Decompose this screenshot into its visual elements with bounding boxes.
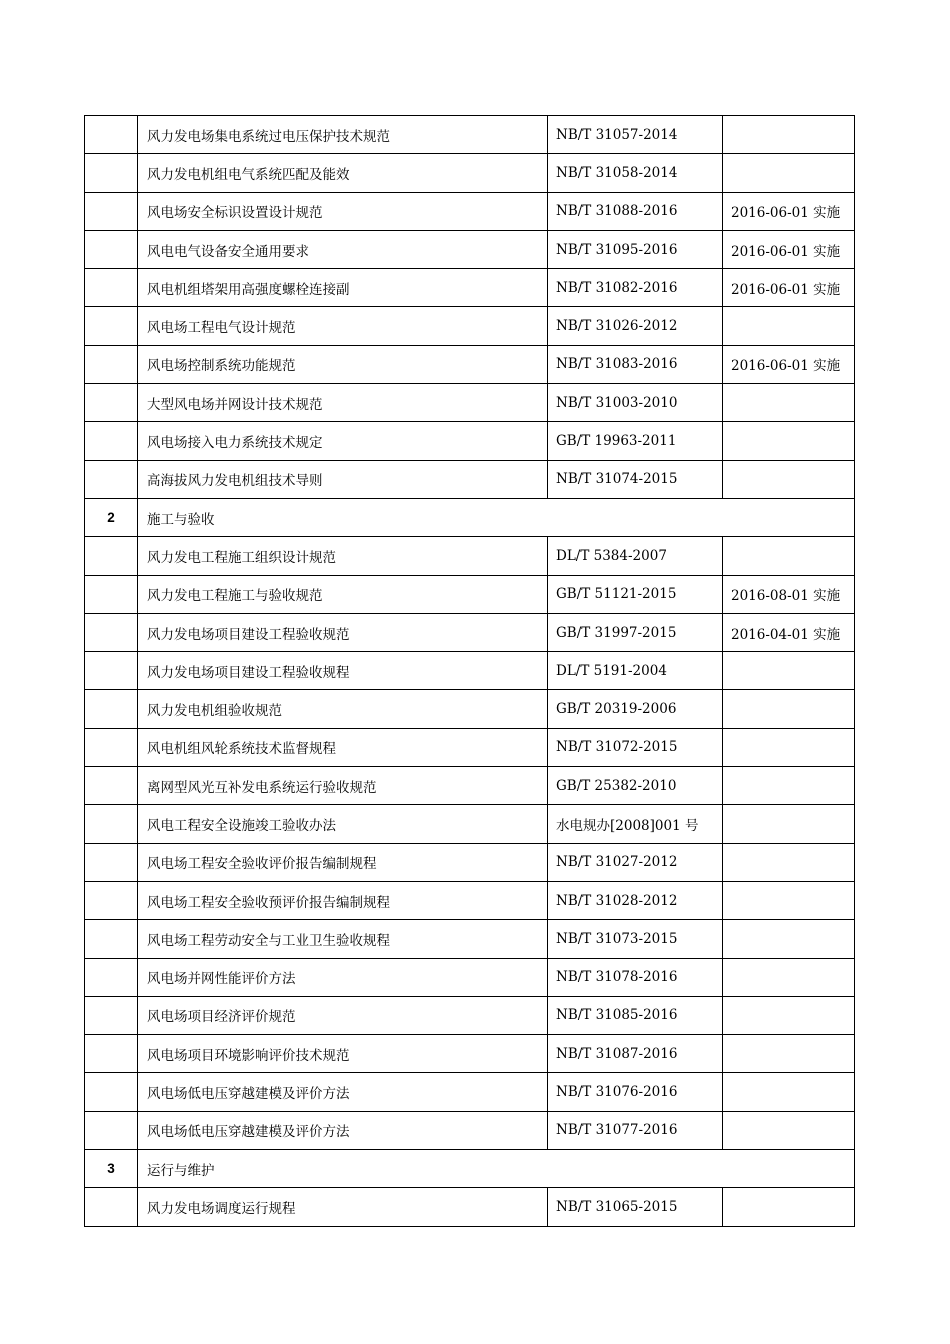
- table-row: [85, 460, 855, 498]
- standard-note-cell: [723, 881, 855, 919]
- standard-code-cell: DL/T 5384-2007: [548, 537, 723, 575]
- standard-code-cell: NB/T 31065-2015: [548, 1188, 723, 1226]
- row-number-cell: [85, 384, 138, 422]
- standard-note-cell: 2016-06-01 实施: [723, 345, 855, 383]
- row-number-cell: [85, 269, 138, 307]
- table-row: [85, 1073, 855, 1111]
- standard-code-cell: NB/T 31026-2012: [548, 307, 723, 345]
- row-number-cell: [85, 307, 138, 345]
- table-row: [85, 537, 855, 575]
- row-number-cell: [85, 652, 138, 690]
- standard-name-cell: 风电场工程安全验收评价报告编制规程: [138, 843, 548, 881]
- standard-note-cell: [723, 422, 855, 460]
- table-row: [85, 422, 855, 460]
- standard-note-cell: [723, 843, 855, 881]
- standard-name-cell: 高海拔风力发电机组技术导则: [138, 460, 548, 498]
- standard-code-cell: NB/T 31085-2016: [548, 996, 723, 1034]
- standard-note-cell: [723, 384, 855, 422]
- standard-note-cell: [723, 920, 855, 958]
- standard-name-cell: 风电场工程安全验收预评价报告编制规程: [138, 881, 548, 919]
- standard-note-cell: [723, 1188, 855, 1226]
- section-header-row: [85, 498, 855, 536]
- standard-name-cell: 风力发电场项目建设工程验收规范: [138, 613, 548, 651]
- standard-name-cell: 风电场项目环境影响评价技术规范: [138, 1035, 548, 1073]
- row-number-cell: [85, 690, 138, 728]
- table-row: [85, 690, 855, 728]
- standard-name-cell: 风电机组塔架用高强度螺栓连接副: [138, 269, 548, 307]
- table-row: [85, 613, 855, 651]
- row-number-cell: [85, 537, 138, 575]
- standard-note-cell: [723, 307, 855, 345]
- standard-name-cell: 风电场低电压穿越建模及评价方法: [138, 1073, 548, 1111]
- table-row: [85, 958, 855, 996]
- row-number-cell: [85, 805, 138, 843]
- standard-note-cell: [723, 652, 855, 690]
- standard-code-cell: NB/T 31087-2016: [548, 1035, 723, 1073]
- standard-code-cell: NB/T 31082-2016: [548, 269, 723, 307]
- standard-code-cell: GB/T 20319-2006: [548, 690, 723, 728]
- standard-name-cell: 风电场控制系统功能规范: [138, 345, 548, 383]
- standard-code-cell: 水电规办[2008]001 号: [548, 805, 723, 843]
- section-number: 3: [85, 1150, 138, 1188]
- table-row: [85, 652, 855, 690]
- standard-code-cell: GB/T 31997-2015: [548, 613, 723, 651]
- standard-note-cell: [723, 805, 855, 843]
- table-row: [85, 1035, 855, 1073]
- section-title: 运行与维护: [138, 1150, 855, 1188]
- standard-note-cell: 2016-08-01 实施: [723, 575, 855, 613]
- standard-note-cell: [723, 958, 855, 996]
- row-number-cell: [85, 1035, 138, 1073]
- table-row: [85, 269, 855, 307]
- section-number: 2: [85, 498, 138, 536]
- standard-name-cell: 风电场安全标识设置设计规范: [138, 192, 548, 230]
- standard-note-cell: [723, 996, 855, 1034]
- row-number-cell: [85, 345, 138, 383]
- standard-note-cell: [723, 728, 855, 766]
- row-number-cell: [85, 728, 138, 766]
- table-row: [85, 1111, 855, 1149]
- row-number-cell: [85, 1188, 138, 1226]
- standard-code-cell: NB/T 31003-2010: [548, 384, 723, 422]
- standard-name-cell: 风电场低电压穿越建模及评价方法: [138, 1111, 548, 1149]
- standard-name-cell: 大型风电场并网设计技术规范: [138, 384, 548, 422]
- standard-note-cell: 2016-04-01 实施: [723, 613, 855, 651]
- standard-code-cell: GB/T 25382-2010: [548, 767, 723, 805]
- standard-code-cell: NB/T 31078-2016: [548, 958, 723, 996]
- table-row: [85, 307, 855, 345]
- table-row: [85, 805, 855, 843]
- table-row: [85, 575, 855, 613]
- table-row: [85, 192, 855, 230]
- table-row: [85, 345, 855, 383]
- standard-name-cell: 风力发电场调度运行规程: [138, 1188, 548, 1226]
- standard-note-cell: 2016-06-01 实施: [723, 192, 855, 230]
- row-number-cell: [85, 422, 138, 460]
- row-number-cell: [85, 767, 138, 805]
- row-number-cell: [85, 613, 138, 651]
- standard-name-cell: 风电机组风轮系统技术监督规程: [138, 728, 548, 766]
- table-row: [85, 843, 855, 881]
- standard-note-cell: [723, 767, 855, 805]
- standard-name-cell: 风电工程安全设施竣工验收办法: [138, 805, 548, 843]
- row-number-cell: [85, 920, 138, 958]
- standard-code-cell: NB/T 31057-2014: [548, 116, 723, 154]
- table-row: [85, 384, 855, 422]
- table-row: [85, 116, 855, 154]
- standard-name-cell: 风力发电场集电系统过电压保护技术规范: [138, 116, 548, 154]
- standard-name-cell: 风电场接入电力系统技术规定: [138, 422, 548, 460]
- standard-note-cell: [723, 1073, 855, 1111]
- row-number-cell: [85, 154, 138, 192]
- standard-name-cell: 风力发电工程施工组织设计规范: [138, 537, 548, 575]
- standard-note-cell: [723, 460, 855, 498]
- standard-name-cell: 风电场项目经济评价规范: [138, 996, 548, 1034]
- standard-code-cell: NB/T 31083-2016: [548, 345, 723, 383]
- standard-name-cell: 风力发电机组验收规范: [138, 690, 548, 728]
- row-number-cell: [85, 958, 138, 996]
- row-number-cell: [85, 1111, 138, 1149]
- row-number-cell: [85, 1073, 138, 1111]
- standard-code-cell: NB/T 31028-2012: [548, 881, 723, 919]
- standard-code-cell: GB/T 19963-2011: [548, 422, 723, 460]
- standard-code-cell: DL/T 5191-2004: [548, 652, 723, 690]
- standard-code-cell: NB/T 31027-2012: [548, 843, 723, 881]
- standard-code-cell: NB/T 31072-2015: [548, 728, 723, 766]
- row-number-cell: [85, 575, 138, 613]
- table-row: [85, 728, 855, 766]
- section-header-row: [85, 1150, 855, 1188]
- standard-note-cell: 2016-06-01 实施: [723, 230, 855, 268]
- standard-note-cell: [723, 537, 855, 575]
- standard-name-cell: 风电场工程劳动安全与工业卫生验收规程: [138, 920, 548, 958]
- standard-code-cell: NB/T 31088-2016: [548, 192, 723, 230]
- standard-note-cell: [723, 116, 855, 154]
- standard-code-cell: NB/T 31077-2016: [548, 1111, 723, 1149]
- row-number-cell: [85, 192, 138, 230]
- table-row: [85, 996, 855, 1034]
- table-row: [85, 230, 855, 268]
- standard-code-cell: NB/T 31095-2016: [548, 230, 723, 268]
- standard-code-cell: NB/T 31076-2016: [548, 1073, 723, 1111]
- standard-code-cell: NB/T 31058-2014: [548, 154, 723, 192]
- standard-name-cell: 离网型风光互补发电系统运行验收规范: [138, 767, 548, 805]
- standard-name-cell: 风电电气设备安全通用要求: [138, 230, 548, 268]
- row-number-cell: [85, 843, 138, 881]
- standard-name-cell: 风力发电工程施工与验收规范: [138, 575, 548, 613]
- row-number-cell: [85, 116, 138, 154]
- standard-code-cell: GB/T 51121-2015: [548, 575, 723, 613]
- row-number-cell: [85, 460, 138, 498]
- section-title: 施工与验收: [138, 498, 855, 536]
- standards-table: [84, 115, 855, 1227]
- row-number-cell: [85, 996, 138, 1034]
- table-row: [85, 767, 855, 805]
- row-number-cell: [85, 881, 138, 919]
- standard-name-cell: 风力发电场项目建设工程验收规程: [138, 652, 548, 690]
- standard-note-cell: [723, 1111, 855, 1149]
- standard-note-cell: [723, 154, 855, 192]
- table-row: [85, 920, 855, 958]
- standard-note-cell: 2016-06-01 实施: [723, 269, 855, 307]
- standard-name-cell: 风力发电机组电气系统匹配及能效: [138, 154, 548, 192]
- table-row: [85, 881, 855, 919]
- standard-name-cell: 风电场工程电气设计规范: [138, 307, 548, 345]
- standard-note-cell: [723, 1035, 855, 1073]
- standard-note-cell: [723, 690, 855, 728]
- standards-table-body: [85, 116, 855, 1227]
- row-number-cell: [85, 230, 138, 268]
- standard-name-cell: 风电场并网性能评价方法: [138, 958, 548, 996]
- table-row: [85, 1188, 855, 1226]
- standard-code-cell: NB/T 31073-2015: [548, 920, 723, 958]
- standard-code-cell: NB/T 31074-2015: [548, 460, 723, 498]
- table-row: [85, 154, 855, 192]
